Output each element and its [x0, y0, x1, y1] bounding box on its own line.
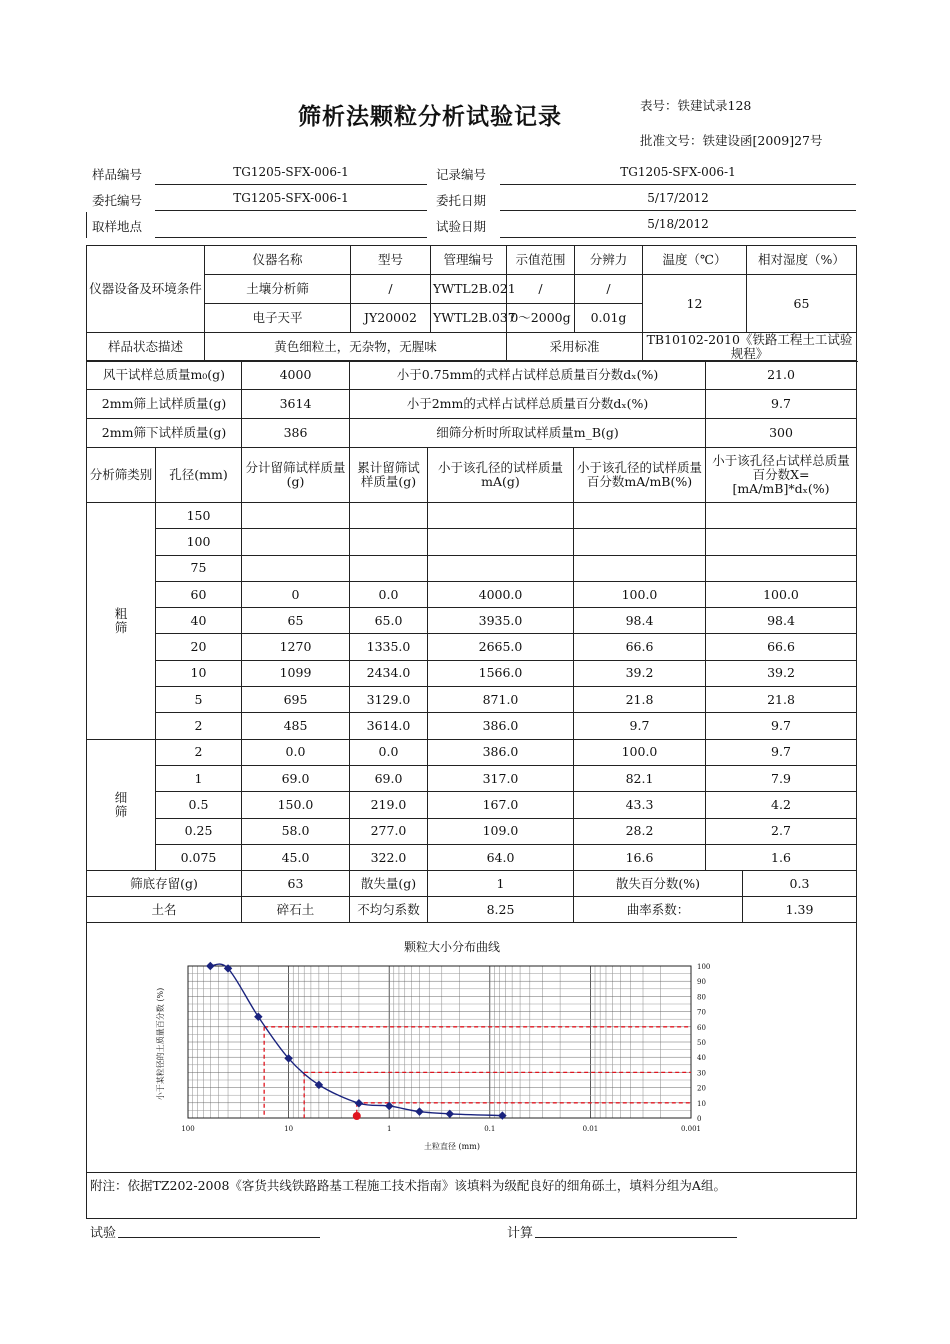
table-cell — [574, 555, 706, 581]
pct2-value: 9.7 — [706, 390, 857, 419]
table-cell: 100.0 — [574, 581, 706, 607]
y-tick-label: 0 — [697, 1115, 702, 1123]
sample-no-underline — [155, 184, 427, 185]
table-cell: 100 — [156, 529, 242, 555]
table-row — [87, 844, 857, 870]
equipment-table — [86, 245, 857, 362]
loss-label: 散失量(g) — [350, 871, 428, 897]
client-date-value: 5/17/2012 — [647, 191, 709, 205]
table-cell: 2 — [156, 739, 242, 765]
sieve-category: 细 筛 — [87, 739, 156, 870]
equip-model: JY20002 — [351, 304, 431, 333]
test-date-value: 5/18/2012 — [647, 217, 709, 231]
table-cell: 98.4 — [706, 608, 857, 634]
table-cell — [242, 503, 350, 529]
form-number: 表号：铁建试录128 — [640, 98, 752, 113]
table-cell — [428, 503, 574, 529]
table-cell: 2434.0 — [350, 660, 428, 686]
total-mass-value: 4000 — [242, 361, 350, 390]
data-point — [415, 1107, 423, 1115]
pct075-label: 小于0.75mm的式样占试样总质量百分数dₓ(%) — [350, 361, 706, 390]
tester-label: 试验 — [90, 1226, 117, 1241]
table-cell: 100.0 — [574, 739, 706, 765]
table-cell: 43.3 — [574, 792, 706, 818]
equip-name: 电子天平 — [205, 304, 351, 333]
hdr-retained: 分计留筛试样质量(g) — [242, 448, 350, 503]
table-cell — [350, 503, 428, 529]
equip-range: / — [507, 275, 575, 304]
y-tick-label: 70 — [697, 1008, 706, 1017]
table-cell — [428, 555, 574, 581]
table-cell: 0.25 — [156, 818, 242, 844]
table-cell: 10 — [156, 660, 242, 686]
standard-value: TB10102-2010《铁路工程土工试验规程》 — [643, 333, 857, 362]
table-row — [87, 687, 857, 713]
table-cell: 1566.0 — [428, 660, 574, 686]
humidity-value: 65 — [747, 275, 857, 333]
table-cell — [350, 529, 428, 555]
left-edge — [86, 212, 87, 238]
table-cell: 150 — [156, 503, 242, 529]
table-cell: 66.6 — [574, 634, 706, 660]
table-row — [87, 660, 857, 686]
hdr-size: 孔径(mm) — [156, 448, 242, 503]
table-row — [87, 739, 857, 765]
table-cell: 322.0 — [350, 844, 428, 870]
table-cell: 3935.0 — [428, 608, 574, 634]
sample-state-label: 样品状态描述 — [87, 333, 205, 362]
col-resolution: 分辨力 — [575, 246, 643, 275]
y-tick-label: 20 — [697, 1084, 706, 1093]
loss-pct-label: 散失百分数(%) — [574, 871, 743, 897]
hdr-passing: 小于该孔径的试样质量mA(g) — [428, 448, 574, 503]
chart-title: 颗粒大小分布曲线 — [403, 940, 501, 954]
cu-label: 不均匀系数 — [350, 897, 428, 923]
note-text: 附注：依据TZ202-2008《客货共线铁路路基工程施工技术指南》该填料为级配良好的细角砾土，填料分组为A组。 — [90, 1178, 726, 1193]
loss-pct-value: 0.3 — [743, 871, 857, 897]
x-tick-label: 10 — [284, 1125, 294, 1133]
table-cell: 219.0 — [350, 792, 428, 818]
col-name: 仪器名称 — [205, 246, 351, 275]
chart-xlabel: 土粒直径 (mm) — [424, 1142, 480, 1151]
soil-value: 碎石土 — [242, 897, 350, 923]
table-row — [87, 818, 857, 844]
table-row — [87, 555, 857, 581]
table-cell: 485 — [242, 713, 350, 739]
table-cell — [706, 555, 857, 581]
pct075-value: 21.0 — [706, 361, 857, 390]
data-point — [446, 1110, 454, 1118]
table-cell: 65.0 — [350, 608, 428, 634]
col-model: 型号 — [351, 246, 431, 275]
table-cell — [428, 529, 574, 555]
table-cell: 0 — [242, 581, 350, 607]
table-cell: 2.7 — [706, 818, 857, 844]
table-cell: 40 — [156, 608, 242, 634]
table-cell: 1099 — [242, 660, 350, 686]
hdr-pct: 小于该孔径的试样质量百分数mA/mB(%) — [574, 448, 706, 503]
record-no-underline — [500, 184, 856, 185]
pct2-label: 小于2mm的式样占试样总质量百分数dₓ(%) — [350, 390, 706, 419]
table-cell — [350, 555, 428, 581]
table-cell: 4.2 — [706, 792, 857, 818]
above2-value: 3614 — [242, 390, 350, 419]
sieve-category: 粗 筛 — [87, 503, 156, 740]
table-cell: 386.0 — [428, 713, 574, 739]
table-cell: 3129.0 — [350, 687, 428, 713]
data-point — [355, 1099, 363, 1107]
chart-ylabel: 小于某粒径的土质量百分数 (%) — [156, 987, 165, 1101]
table-row — [87, 581, 857, 607]
fine-rows — [87, 739, 857, 870]
client-date-underline — [500, 210, 856, 211]
table-cell: 21.8 — [574, 687, 706, 713]
hdr-type: 分析筛类别 — [87, 448, 156, 503]
table-row — [87, 503, 857, 529]
x-tick-label: 0.1 — [484, 1125, 496, 1133]
col-range: 示值范围 — [507, 246, 575, 275]
chart-ticks — [181, 963, 710, 1133]
table-cell: 695 — [242, 687, 350, 713]
data-point — [254, 1013, 262, 1021]
axis-marker — [353, 1112, 361, 1120]
table-cell: 277.0 — [350, 818, 428, 844]
chart-grid — [188, 966, 691, 1118]
table-cell: 16.6 — [574, 844, 706, 870]
location-label: 取样地点 — [92, 219, 143, 234]
sample-state-value: 黄色细粒土，无杂物，无腥味 — [205, 333, 507, 362]
table-cell: 9.7 — [706, 713, 857, 739]
table-row — [87, 608, 857, 634]
client-no-value: TG1205-SFX-006-1 — [233, 191, 349, 205]
table-row — [87, 792, 857, 818]
col-temp: 温度（℃） — [643, 246, 747, 275]
data-point — [206, 962, 214, 970]
table-cell: 45.0 — [242, 844, 350, 870]
record-no-label: 记录编号 — [436, 167, 487, 182]
coarse-rows — [87, 503, 857, 740]
fine-mass-label: 细筛分析时所取试样质量m_B(g) — [350, 419, 706, 448]
table-cell — [574, 529, 706, 555]
above2-label: 2mm筛上试样质量(g) — [87, 390, 242, 419]
chart-guides — [264, 1027, 691, 1120]
y-tick-label: 80 — [697, 993, 706, 1002]
table-cell: 167.0 — [428, 792, 574, 818]
table-cell: 0.0 — [350, 739, 428, 765]
bottom-value: 63 — [242, 871, 350, 897]
table-cell: 65 — [242, 608, 350, 634]
cc-value: 1.39 — [743, 897, 857, 923]
table-cell — [242, 555, 350, 581]
x-tick-label: 100 — [181, 1125, 195, 1133]
table-cell: 5 — [156, 687, 242, 713]
equip-range: 0～2000g — [507, 304, 575, 333]
table-cell: 1270 — [242, 634, 350, 660]
table-cell: 39.2 — [706, 660, 857, 686]
x-tick-label: 0.01 — [582, 1125, 599, 1133]
grading-curve-chart — [140, 932, 720, 1157]
location-underline — [155, 237, 427, 238]
chart-series — [206, 962, 507, 1120]
table-cell: 1.6 — [706, 844, 857, 870]
table-row — [87, 529, 857, 555]
col-mgmt: 管理编号 — [431, 246, 507, 275]
client-no-underline — [155, 210, 427, 211]
x-tick-label: 0.001 — [680, 1125, 702, 1133]
cc-label: 曲率系数： — [574, 897, 743, 923]
total-mass-label: 风干试样总质量m₀(g) — [87, 361, 242, 390]
table-cell: 3614.0 — [350, 713, 428, 739]
cu-value: 8.25 — [428, 897, 574, 923]
bottom-label: 筛底存留(g) — [87, 871, 242, 897]
soil-label: 土名 — [87, 897, 242, 923]
temp-value: 12 — [643, 275, 747, 333]
sample-no-value: TG1205-SFX-006-1 — [233, 165, 349, 179]
table-cell: 871.0 — [428, 687, 574, 713]
y-tick-label: 50 — [697, 1039, 706, 1047]
table-cell: 69.0 — [350, 765, 428, 791]
table-cell: 150.0 — [242, 792, 350, 818]
table-cell: 69.0 — [242, 765, 350, 791]
below2-label: 2mm筛下试样质量(g) — [87, 419, 242, 448]
approval-number: 批准文号：铁建设函[2009]27号 — [640, 133, 823, 148]
sieve-table — [86, 360, 857, 923]
client-no-label: 委托编号 — [92, 193, 143, 208]
test-date-label: 试验日期 — [436, 219, 487, 234]
table-cell: 0.0 — [242, 739, 350, 765]
table-cell: 9.7 — [706, 739, 857, 765]
table-cell: 75 — [156, 555, 242, 581]
table-row — [87, 713, 857, 739]
equip-mgmt: YWTL2B.037 — [431, 304, 507, 333]
client-date-label: 委托日期 — [436, 193, 487, 208]
table-cell: 100.0 — [706, 581, 857, 607]
col-humidity: 相对湿度（%） — [747, 246, 857, 275]
equip-model: / — [351, 275, 431, 304]
sample-no-label: 样品编号 — [92, 167, 143, 182]
table-cell: 82.1 — [574, 765, 706, 791]
equipment-section-label: 仪器设备及环境条件 — [87, 246, 205, 333]
x-tick-label: 1 — [386, 1125, 392, 1133]
table-cell: 28.2 — [574, 818, 706, 844]
standard-label: 采用标准 — [507, 333, 643, 362]
hdr-total-pct: 小于该孔径占试样总质量百分数X=[mA/mB]*dₓ(%) — [706, 448, 857, 503]
table-row — [87, 634, 857, 660]
y-tick-label: 60 — [697, 1023, 706, 1032]
y-tick-label: 90 — [697, 978, 706, 987]
table-cell: 21.8 — [706, 687, 857, 713]
test-date-underline — [500, 237, 856, 238]
table-cell: 0.5 — [156, 792, 242, 818]
table-cell: 39.2 — [574, 660, 706, 686]
table-cell: 64.0 — [428, 844, 574, 870]
calc-line — [535, 1237, 737, 1238]
equip-resolution: / — [575, 275, 643, 304]
table-cell — [706, 503, 857, 529]
table-cell: 20 — [156, 634, 242, 660]
table-row — [87, 765, 857, 791]
hdr-cumulative: 累计留筛试样质量(g) — [350, 448, 428, 503]
equip-mgmt: YWTL2B.021 — [431, 275, 507, 304]
page-title: 筛析法颗粒分析试验记录 — [298, 103, 562, 130]
table-cell: 98.4 — [574, 608, 706, 634]
table-cell: 386.0 — [428, 739, 574, 765]
y-tick-label: 100 — [697, 963, 711, 971]
y-tick-label: 30 — [697, 1069, 706, 1078]
table-cell: 66.6 — [706, 634, 857, 660]
y-tick-label: 40 — [697, 1054, 706, 1063]
tester-line — [118, 1237, 320, 1238]
below2-value: 386 — [242, 419, 350, 448]
calc-label: 计算 — [507, 1226, 534, 1241]
table-cell: 4000.0 — [428, 581, 574, 607]
table-cell: 7.9 — [706, 765, 857, 791]
y-tick-label: 10 — [697, 1099, 706, 1108]
table-cell: 1 — [156, 765, 242, 791]
table-cell: 58.0 — [242, 818, 350, 844]
table-cell: 60 — [156, 581, 242, 607]
record-no-value: TG1205-SFX-006-1 — [620, 165, 736, 179]
fine-mass-value: 300 — [706, 419, 857, 448]
table-cell: 1335.0 — [350, 634, 428, 660]
table-cell: 317.0 — [428, 765, 574, 791]
table-cell — [574, 503, 706, 529]
loss-value: 1 — [428, 871, 574, 897]
table-cell — [706, 529, 857, 555]
note-divider — [86, 1172, 856, 1173]
series-line — [210, 964, 502, 1116]
table-cell: 9.7 — [574, 713, 706, 739]
table-cell: 2665.0 — [428, 634, 574, 660]
table-cell: 0.075 — [156, 844, 242, 870]
equip-resolution: 0.01g — [575, 304, 643, 333]
table-cell: 2 — [156, 713, 242, 739]
table-cell: 0.0 — [350, 581, 428, 607]
equip-name: 土壤分析筛 — [205, 275, 351, 304]
table-cell: 109.0 — [428, 818, 574, 844]
table-cell — [242, 529, 350, 555]
